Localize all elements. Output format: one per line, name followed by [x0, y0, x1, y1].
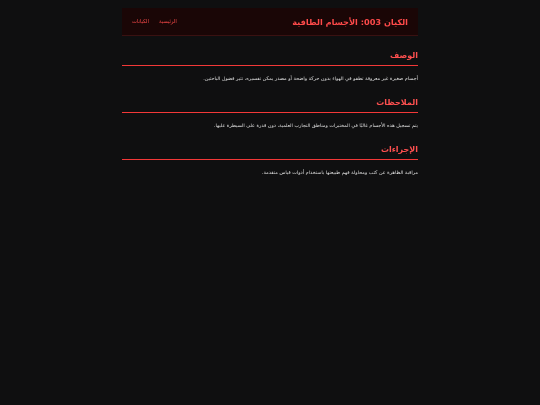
notes-section	[122, 95, 418, 142]
description-text: أجسام صغيرة غير معروفة تطفو في الهواء بدون حركة واضحة أو مصدر يمكن تفسيره، تثير فضول الباحثين.	[203, 76, 418, 82]
notes-text: يتم تسجيل هذه الأجسام غالبًا في المختبرات ومناطق التجارب العلمية، دون قدرة على السيطرة عليها.	[213, 123, 418, 129]
site-header	[122, 8, 418, 36]
procedures-divider	[122, 159, 418, 160]
procedures-text: مراقبة الظاهرة عن كثب ومحاولة فهم طبيعتها باستخدام أدوات قياس متقدمة.	[261, 170, 418, 176]
description-section	[122, 48, 418, 95]
page-title: الكيان 003: الأجسام الطافية	[292, 16, 408, 27]
nav-link-home[interactable]: الرئيسية	[158, 18, 177, 25]
procedures-section	[122, 142, 418, 189]
top-navigation	[132, 19, 177, 25]
notes-heading: الملاحظات	[376, 98, 418, 107]
description-heading: الوصف	[389, 51, 418, 60]
description-divider	[122, 65, 418, 66]
notes-divider	[122, 112, 418, 113]
main-content	[122, 48, 418, 189]
procedures-heading: الإجراءات	[380, 145, 418, 154]
nav-link-entities[interactable]: الكيانات	[132, 18, 149, 25]
